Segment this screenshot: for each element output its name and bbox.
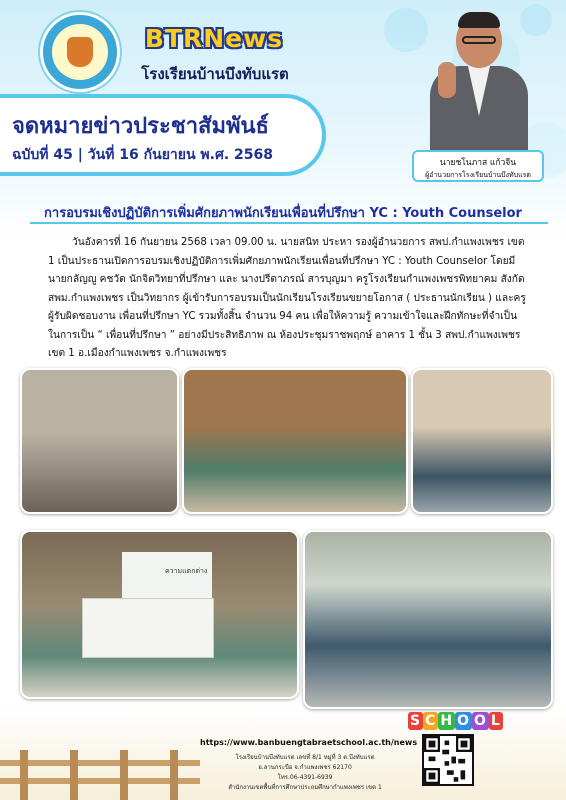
school-letter: C xyxy=(425,713,437,729)
qr-code-icon[interactable] xyxy=(422,734,474,786)
newsletter-banner xyxy=(0,94,326,176)
article-headline: การอบรมเชิงปฏิบัติการเพิ่มศักยภาพนักเรียนเพื่อนที่ปรึกษา YC : Youth Counselor xyxy=(44,206,522,221)
school-name: โรงเรียนบ้านบึงทับแรต xyxy=(141,65,289,83)
director-name: นายชโนภาส แก้วจีน xyxy=(439,158,517,168)
school-logo-emblem xyxy=(52,24,108,80)
school-letter: O xyxy=(457,713,470,729)
photo-activity-3 xyxy=(411,368,553,514)
brand-title: BTRNews xyxy=(144,24,284,53)
emblem-icon xyxy=(67,37,93,67)
poster-title: ความแตกต่าง xyxy=(165,567,208,575)
director-name-box xyxy=(412,150,544,182)
school-letter: H xyxy=(440,713,454,729)
photo-workshop xyxy=(303,530,553,709)
school-letter: S xyxy=(410,713,422,729)
presentation-poster xyxy=(82,598,214,658)
address-line-2: อ.ลานกระบือ จ.กำแพงเพชร 62170 xyxy=(258,764,352,771)
article-body: วันอังคารที่ 16 กันยายน 2568 เวลา 09.00 น. นายสนิท ประหา รองผู้อำนวยการ สพป.กำแพงเพชร เขต 1 เป็นประธานเปิดการอบรมเชิงปฏิบัติการเพิ่มศักยภาพนักเรียนเพื่อนที่ปรึกษา YC : Youth Counselor โดยมี นายกลัญญู คชวัด นักจิตวิทยาที่ปรึกษา และ นางปรีดาภรณ์ สารบุญมา ครูโรงเรียนกำแพงเพชรพิทยาคม สังกัด สพม.กำแพงเพชร เป็นวิทยากร ผู้เข้ารับการอบรมเป็นนักเรียนโรงเรียนขยายโอกาส ( ประธานนักเรียน ) และครูผู้รับผิดชอบงาน เพื่อนที่ปรึกษา YC รวมทั้งสิ้น จำนวน 94 คน เพื่อให้ความรู้ ความเข้าใจและฝึกทักษะที่จำเป็นในการเป็น “ เพื่อนที่ปรึกษา ” อย่างมีประสิทธิภาพ ณ ห้องประชุมราชพฤกษ์ อาคาร 1 ชั้น 3 สพป.กำแพงเพชร เขต 1 อ.เมืองกำแพงเพชร จ.กำแพงเพชร xyxy=(48,237,526,359)
fence-decoration xyxy=(0,742,200,800)
newsletter-title: จดหมายข่าวประชาสัมพันธ์ xyxy=(12,114,269,139)
headline-divider xyxy=(30,222,548,224)
photo-activity-1 xyxy=(20,368,179,514)
school-letter: L xyxy=(490,713,501,729)
school-letter: O xyxy=(474,713,487,729)
issue-bar xyxy=(0,144,310,168)
address-line-1: โรงเรียนบ้านบึงทับแรต เลขที่ 8/1 หมู่ที่ 3 ต.บึงทับแรต xyxy=(235,754,375,761)
affiliation: สำนักงานเขตพื้นที่การศึกษาประถมศึกษากำแพงเพชร เขต 1 xyxy=(228,784,382,791)
director-position: ผู้อำนวยการโรงเรียนบ้านบึงทับแรต xyxy=(425,171,531,179)
website-link[interactable]: https://www.banbuengtabraetschool.ac.th/news xyxy=(200,738,418,747)
school-decoration xyxy=(408,712,503,730)
photo-presentation xyxy=(20,530,299,699)
director-portrait xyxy=(424,8,534,150)
school-logo xyxy=(40,12,120,92)
issue-info: ฉบับที่ 45 | วันที่ 16 กันยายน พ.ศ. 2568 xyxy=(12,147,273,163)
phone-number: โทร.06-4391-6939 xyxy=(277,774,333,781)
photo-group xyxy=(182,368,408,514)
